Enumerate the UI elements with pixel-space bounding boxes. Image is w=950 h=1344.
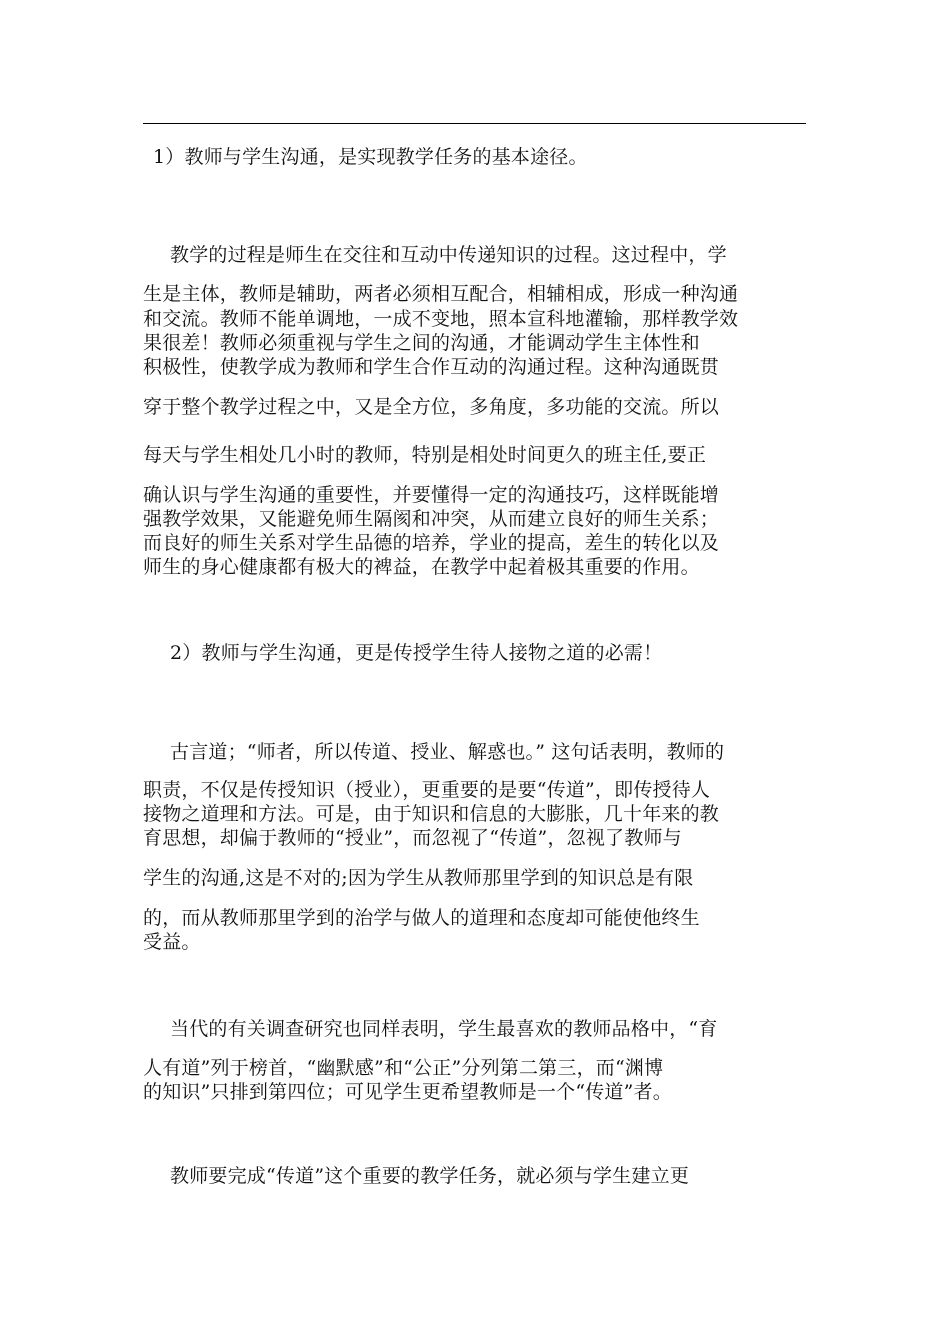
paragraph-2-line: 接物之道理和方法。可是，由于知识和信息的大膨胀，几十年来的教 (143, 803, 720, 825)
paragraph-1-line: 积极性，使教学成为教师和学生合作互动的沟通过程。这种沟通既贯 (143, 356, 720, 378)
paragraph-2-line: 的，而从教师那里学到的治学与做人的道理和态度却可能使他终生 (143, 907, 700, 929)
paragraph-1-line: 强教学效果，又能避免师生隔阂和冲突，从而建立良好的师生关系； (143, 508, 720, 530)
paragraph-1-line: 而良好的师生关系对学生品德的培养，学业的提高，差生的转化以及 (143, 532, 720, 554)
paragraph-3-line: 当代的有关调查研究也同样表明，学生最喜欢的教师品格中，“育 (170, 1018, 718, 1040)
paragraph-2-line: 职责，不仅是传授知识（授业），更重要的是要“传道”，即传授待人 (143, 779, 711, 801)
paragraph-1-line: 果很差！教师必须重视与学生之间的沟通，才能调动学生主体性和 (143, 332, 700, 354)
paragraph-1-line: 教学的过程是师生在交往和互动中传递知识的过程。这过程中，学 (170, 244, 727, 266)
section-heading-2: 2）教师与学生沟通，更是传授学生待人接物之道的必需！ (170, 642, 663, 664)
paragraph-1-line: 穿于整个教学过程之中，又是全方位，多角度，多功能的交流。所以 (143, 396, 720, 418)
section-heading-1: 1）教师与学生沟通，是实现教学任务的基本途径。 (153, 146, 588, 168)
paragraph-2-line: 受益。 (143, 931, 201, 953)
paragraph-3-line: 的知识”只排到第四位；可见学生更希望教师是一个“传道”者。 (143, 1081, 672, 1103)
paragraph-1-line: 生是主体，教师是辅助，两者必须相互配合，相辅相成，形成一种沟通 (143, 283, 739, 305)
paragraph-2-line: 学生的沟通,这是不对的;因为学生从教师那里学到的知识总是有限 (143, 867, 694, 889)
paragraph-1-line: 师生的身心健康都有极大的裨益，在教学中起着极其重要的作用。 (143, 556, 700, 578)
paragraph-1-line: 每天与学生相处几小时的教师，特别是相处时间更久的班主任,要正 (143, 444, 707, 466)
paragraph-2-line: 育思想，却偏于教师的“授业”，而忽视了“传道”，忽视了教师与 (143, 827, 682, 849)
header-rule (143, 123, 806, 124)
paragraph-2-line: 古言道；“师者，所以传道、授业、解惑也。” 这句话表明，教师的 (170, 741, 725, 763)
paragraph-1-line: 确认识与学生沟通的重要性，并要懂得一定的沟通技巧，这样既能增 (143, 484, 720, 506)
paragraph-4-line: 教师要完成“传道”这个重要的教学任务，就必须与学生建立更 (170, 1165, 690, 1187)
paragraph-1-line: 和交流。教师不能单调地，一成不变地，照本宣科地灌输，那样教学效 (143, 308, 739, 330)
paragraph-3-line: 人有道”列于榜首，“幽默感”和“公正”分列第二第三，而“渊博 (143, 1057, 664, 1079)
